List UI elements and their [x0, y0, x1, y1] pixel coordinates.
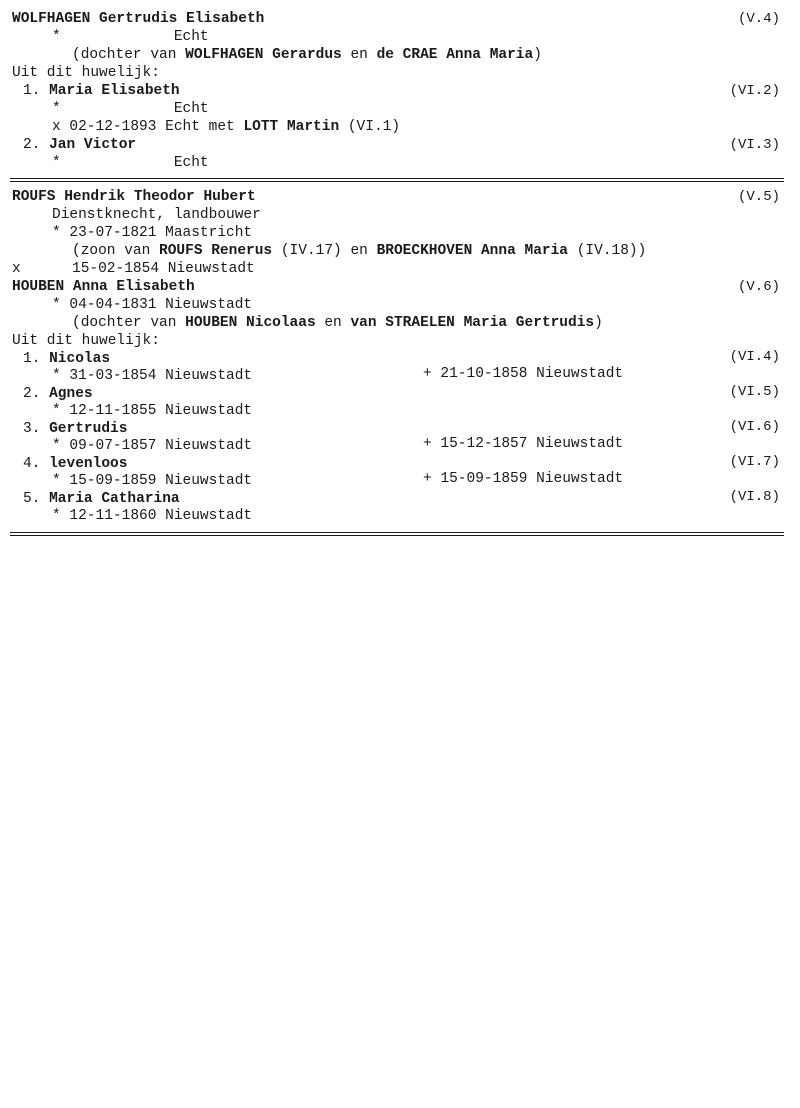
- generation-ref: (V.5): [737, 189, 780, 205]
- child-ref: (VI.7): [729, 454, 780, 470]
- spouse-ref: (V.6): [737, 279, 780, 295]
- child-birth: * Echt: [52, 101, 209, 117]
- child-birth: * 12-11-1860 Nieuwstadt: [52, 508, 253, 524]
- spouse-father-name: HOUBEN Nicolaas: [185, 315, 316, 331]
- child-heading: 3. Gertrudis: [23, 421, 128, 437]
- child-ref: (VI.4): [729, 349, 780, 365]
- head-given-names: Gertrudis Elisabeth: [99, 11, 265, 27]
- child-ref: (VI.5): [729, 384, 780, 400]
- child-name: Gertrudis: [49, 421, 128, 437]
- child-death: + 15-09-1859 Nieuwstadt: [423, 471, 624, 487]
- child-name: Nicolas: [49, 351, 111, 367]
- child-ref: (VI.8): [729, 489, 780, 505]
- child-name: Agnes: [49, 386, 93, 402]
- child-heading: 5. Maria Catharina: [23, 491, 180, 507]
- child-heading: 1. Nicolas: [23, 351, 111, 367]
- child-name: Maria Catharina: [49, 491, 180, 507]
- parents-line: (zoon van ROUFS Renerus (IV.17) en BROECKHOVEN Anna Maria (IV.18)): [72, 243, 647, 259]
- parents-line: (dochter van WOLFHAGEN Gerardus en de CRAE Anna Maria): [72, 47, 542, 63]
- occupation-line: Dienstknecht, landbouwer: [52, 207, 261, 223]
- father-name: ROUFS Renerus: [159, 243, 273, 259]
- spouse-parents-line: (dochter van HOUBEN Nicolaas en van STRAELEN Maria Gertrudis): [72, 315, 603, 331]
- person-heading: [12, 10, 264, 28]
- child-death: + 21-10-1858 Nieuwstadt: [423, 366, 624, 382]
- children-header: Uit dit huwelijk:: [12, 333, 160, 349]
- spouse-mother-name: van STRAELEN Maria Gertrudis: [350, 315, 595, 331]
- head-surname: ROUFS: [12, 189, 56, 205]
- mother-name: de CRAE Anna Maria: [376, 47, 534, 63]
- child-birth: * 15-09-1859 Nieuwstadt: [52, 473, 253, 489]
- spouse-heading: [12, 278, 195, 296]
- child-heading: 2. Jan Victor: [23, 137, 137, 153]
- spouse-given-names: Anna Elisabeth: [72, 279, 195, 295]
- child-name: Maria Elisabeth: [49, 83, 180, 99]
- generation-ref: (V.4): [737, 11, 780, 27]
- birth-line: * Echt: [52, 29, 209, 45]
- person-heading: [12, 188, 256, 206]
- child-death: + 15-12-1857 Nieuwstadt: [423, 436, 624, 452]
- marriage-mark: x: [12, 261, 21, 277]
- child-birth: * 31-03-1854 Nieuwstadt: [52, 368, 253, 384]
- head-surname: WOLFHAGEN: [12, 11, 91, 27]
- child-heading: 2. Agnes: [23, 386, 93, 402]
- mother-name: BROECKHOVEN Anna Maria: [376, 243, 568, 259]
- marriage-line: 15-02-1854 Nieuwstadt: [72, 261, 255, 277]
- child-birth: * Echt: [52, 155, 209, 171]
- children-header: Uit dit huwelijk:: [12, 65, 160, 81]
- spouse-surname: HOUBEN: [12, 279, 65, 295]
- child-ref: (VI.2): [729, 83, 780, 99]
- child-marriage: x 02-12-1893 Echt met LOTT Martin (VI.1): [52, 119, 401, 135]
- child-heading: 4. levenloos: [23, 456, 128, 472]
- spouse-birth: * 04-04-1831 Nieuwstadt: [52, 297, 253, 313]
- child-heading: 1. Maria Elisabeth: [23, 83, 180, 99]
- child-name: Jan Victor: [49, 137, 137, 153]
- head-given-names: Hendrik Theodor Hubert: [64, 189, 256, 205]
- child-ref: (VI.6): [729, 419, 780, 435]
- child-spouse: LOTT Martin: [243, 119, 340, 135]
- child-ref: (VI.3): [729, 137, 780, 153]
- child-birth: * 12-11-1855 Nieuwstadt: [52, 403, 253, 419]
- child-name: levenloos: [49, 456, 128, 472]
- father-name: WOLFHAGEN Gerardus: [185, 47, 342, 63]
- birth-line: * 23-07-1821 Maastricht: [52, 225, 253, 241]
- child-birth: * 09-07-1857 Nieuwstadt: [52, 438, 253, 454]
